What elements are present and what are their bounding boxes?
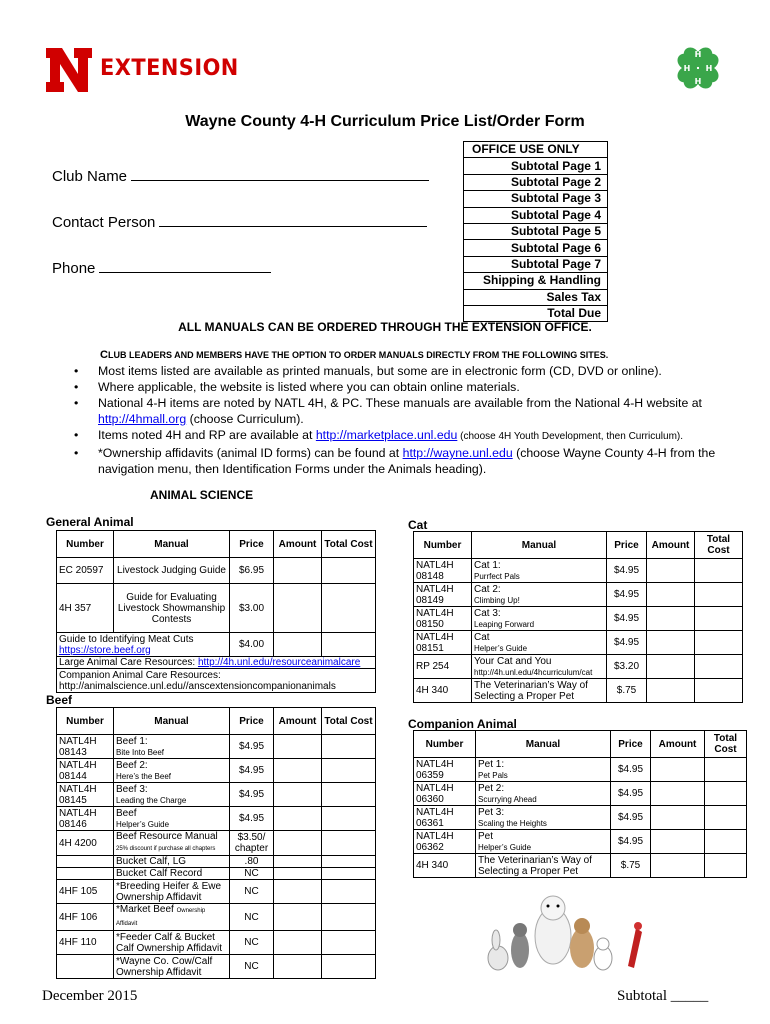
large-animal-link[interactable]: http://4h.unl.edu/resourceanimalcare bbox=[197, 657, 361, 668]
contact-person-field[interactable]: Contact Person bbox=[52, 212, 427, 231]
office-use-heading: OFFICE USE ONLY bbox=[472, 142, 580, 157]
table-row: NATL4H 08150 Cat 3: Leaping Forward $4.95 bbox=[414, 607, 743, 631]
table-row: Guide to Identifying Meat Cuts https://store.beef.org $4.00 bbox=[57, 633, 376, 657]
footer-subtotal: Subtotal _____ bbox=[617, 988, 709, 1004]
subtotal-page-4: Subtotal Page 4 bbox=[464, 207, 607, 223]
animal-science-heading: ANIMAL SCIENCE bbox=[150, 488, 254, 502]
club-leaders-note: CLUB LEADERS AND MEMBERS HAVE THE OPTION TO ORDER MANUALS DIRECTLY FROM THE FOLLOWING SITES. bbox=[100, 349, 609, 361]
table-row: 4H 4200 Beef Resource Manual 25% discount if purchase all chapters $3.50/ chapter bbox=[57, 831, 376, 856]
subtotal-page-6: Subtotal Page 6 bbox=[464, 240, 607, 256]
table-row: 4HF 106 *Market Beef Ownership Affidavit NC bbox=[57, 904, 376, 931]
list-item: • National 4-H items are noted by NATL 4H, & PC. These manuals are available from the National 4-H website at http://4hmall.org (choose Curriculum). bbox=[74, 396, 702, 426]
shipping-handling: Shipping & Handling bbox=[464, 273, 607, 289]
beef-store-link[interactable]: https://store.beef.org bbox=[59, 644, 151, 656]
table-row: 4HF 110 *Feeder Calf & Bucket Calf Ownership Affidavit NC bbox=[57, 931, 376, 955]
cat-table: Number Manual Price Amount Total Cost NATL4H 08148 Cat 1: Purrfect Pals $4.95 NATL4H 08149 Cat 2: Climbing Up! $4.95 NATL4H 08150 Cat 3: Leaping Forward $4.95 NATL4H 08151 Cat Helper’s Guide $4.95 RP 254 Your Cat and You http://4h.unl.edu/4hcurriculum/cat $3.20 4H 340 The Veterinarian’s Way of Selecting a Proper Pet $.75 bbox=[413, 531, 743, 703]
nebraska-n-logo bbox=[44, 44, 94, 96]
subtotal-page-2: Subtotal Page 2 bbox=[464, 174, 607, 190]
phone-line[interactable] bbox=[99, 258, 271, 273]
total-cell[interactable] bbox=[322, 633, 376, 657]
list-item: • *Ownership affidavits (animal ID forms) can be found at http://wayne.unl.edu (choose Wayne County 4-H from the navigation menu, then Identification Forms under the Animals heading). bbox=[74, 446, 716, 476]
wayne-link[interactable]: http://wayne.unl.edu bbox=[402, 446, 513, 460]
table-row: EC 20597 Livestock Judging Guide $6.95 bbox=[57, 558, 376, 584]
table-row: 4H 340 The Veterinarian’s Way of Selecting a Proper Pet $.75 bbox=[414, 854, 747, 878]
table-row: *Wayne Co. Cow/Calf Ownership Affidavit NC bbox=[57, 955, 376, 979]
contact-person-line[interactable] bbox=[159, 212, 427, 227]
table-row: NATL4H 08149 Cat 2: Climbing Up! $4.95 bbox=[414, 583, 743, 607]
four-h-clover-icon bbox=[670, 40, 726, 96]
extension-wordmark: EXTENSION bbox=[100, 56, 239, 81]
table-row: NATL4H 08151 Cat Helper’s Guide $4.95 bbox=[414, 631, 743, 655]
general-animal-table: Number Manual Price Amount Total Cost EC 20597 Livestock Judging Guide $6.95 4H 357 Guide for Evaluating Livestock Showmanship Contests $3.00 Guide to Identifying Meat Cuts https://store.beef.org $4.00 Large Animal Care Resources: http://4h.unl.edu/resourceanimalcare Companion Animal Care Resources: http://animalscience.unl.edu//anscextensioncompanionanimals bbox=[56, 530, 376, 693]
list-item: • Where applicable, the website is listed where you can obtain online materials. bbox=[74, 380, 520, 394]
svg-text:H: H bbox=[705, 64, 713, 73]
sales-tax: Sales Tax bbox=[464, 289, 607, 305]
subtotal-page-7: Subtotal Page 7 bbox=[464, 256, 607, 272]
svg-text:H: H bbox=[683, 64, 691, 73]
table-row: NATL4H 06361 Pet 3: Scaling the Heights $4.95 bbox=[414, 806, 747, 830]
beef-table: Number Manual Price Amount Total Cost NATL4H 08143 Beef 1: Bite Into Beef $4.95 NATL4H 08144 Beef 2: Here’s the Beef $4.95 NATL4H 08145 Beef 3: Leading the Charge $4.95 NATL4H 08146 Beef Helper’s Guide $4.95 4H 4200 Beef Resource Manual 25% discount if purchase all chapters $3.50/ chapter Bucket Calf, LG .80 Bucket Calf Record NC 4HF 105 *Breeding Heifer & Ewe Ownership Affidavit NC 4HF 106 *Market Beef Ownership Affidavit NC 4HF 110 *Feeder Calf & Bucket Calf Ownership Affidavit NC *Wayne Co. Cow/Calf Ownership Affidavit NC bbox=[56, 707, 376, 979]
list-item: • Most items listed are available as printed manuals, but some are in electronic form (CD, DVD or online). bbox=[74, 364, 662, 378]
phone-field[interactable]: Phone bbox=[52, 258, 271, 277]
amount-cell[interactable] bbox=[274, 558, 322, 584]
cat-heading: Cat bbox=[408, 518, 428, 532]
table-row: Bucket Calf, LG .80 bbox=[57, 856, 376, 868]
club-name-field[interactable]: Club Name bbox=[52, 166, 429, 185]
pets-illustration bbox=[478, 888, 648, 976]
table-row: NATL4H 08145 Beef 3: Leading the Charge $4.95 bbox=[57, 783, 376, 807]
subtotal-page-1: Subtotal Page 1 bbox=[464, 158, 607, 174]
general-animal-heading: General Animal bbox=[46, 515, 134, 529]
page-title: Wayne County 4-H Curriculum Price List/Order Form bbox=[185, 113, 585, 130]
total-due: Total Due bbox=[464, 305, 607, 321]
amount-cell[interactable] bbox=[274, 584, 322, 633]
table-row: NATL4H 08143 Beef 1: Bite Into Beef $4.95 bbox=[57, 735, 376, 759]
table-row: 4H 340 The Veterinarian’s Way of Selecting a Proper Pet $.75 bbox=[414, 679, 743, 703]
table-row: NATL4H 08144 Beef 2: Here’s the Beef $4.95 bbox=[57, 759, 376, 783]
beef-heading: Beef bbox=[46, 693, 73, 707]
table-row: NATL4H 06362 Pet Helper’s Guide $4.95 bbox=[414, 830, 747, 854]
total-cell[interactable] bbox=[322, 558, 376, 584]
subtotal-page-3: Subtotal Page 3 bbox=[464, 191, 607, 207]
companion-animal-table: Number Manual Price Amount Total Cost NATL4H 06359 Pet 1: Pet Pals $4.95 NATL4H 06360 Pet 2: Scurrying Ahead $4.95 NATL4H 06361 Pet 3: Scaling the Heights $4.95 NATL4H 06362 Pet Helper’s Guide $4.95 4H 340 The Veterinarian’s Way of Selecting a Proper Pet $.75 bbox=[413, 730, 747, 878]
footer-date: December 2015 bbox=[42, 988, 138, 1004]
svg-text:H: H bbox=[694, 77, 702, 86]
order-notice: ALL MANUALS CAN BE ORDERED THROUGH THE EXTENSION OFFICE. bbox=[178, 320, 592, 334]
4hmall-link[interactable]: http://4hmall.org bbox=[98, 412, 187, 426]
subtotal-page-5: Subtotal Page 5 bbox=[464, 223, 607, 239]
svg-text:H: H bbox=[694, 50, 702, 59]
table-row: 4H 357 Guide for Evaluating Livestock Showmanship Contests $3.00 bbox=[57, 584, 376, 633]
info-bullets bbox=[70, 363, 730, 477]
table-row: NATL4H 08148 Cat 1: Purrfect Pals $4.95 bbox=[414, 559, 743, 583]
table-row: 4HF 105 *Breeding Heifer & Ewe Ownership Affidavit NC bbox=[57, 880, 376, 904]
table-row: Bucket Calf Record NC bbox=[57, 868, 376, 880]
club-name-line[interactable] bbox=[131, 166, 429, 181]
amount-cell[interactable] bbox=[274, 633, 322, 657]
total-cell[interactable] bbox=[322, 584, 376, 633]
table-row: NATL4H 06359 Pet 1: Pet Pals $4.95 bbox=[414, 758, 747, 782]
table-row: NATL4H 06360 Pet 2: Scurrying Ahead $4.95 bbox=[414, 782, 747, 806]
office-use-box bbox=[463, 141, 608, 322]
table-row: NATL4H 08146 Beef Helper’s Guide $4.95 bbox=[57, 807, 376, 831]
marketplace-link[interactable]: http://marketplace.unl.edu bbox=[315, 428, 458, 442]
companion-animal-heading: Companion Animal bbox=[408, 717, 517, 731]
list-item: • Items noted 4H and RP are available at http://marketplace.unl.edu (choose 4H Youth Development, then Curriculum). bbox=[74, 428, 684, 442]
table-row: RP 254 Your Cat and You http://4h.unl.edu/4hcurriculum/cat $3.20 bbox=[414, 655, 743, 679]
